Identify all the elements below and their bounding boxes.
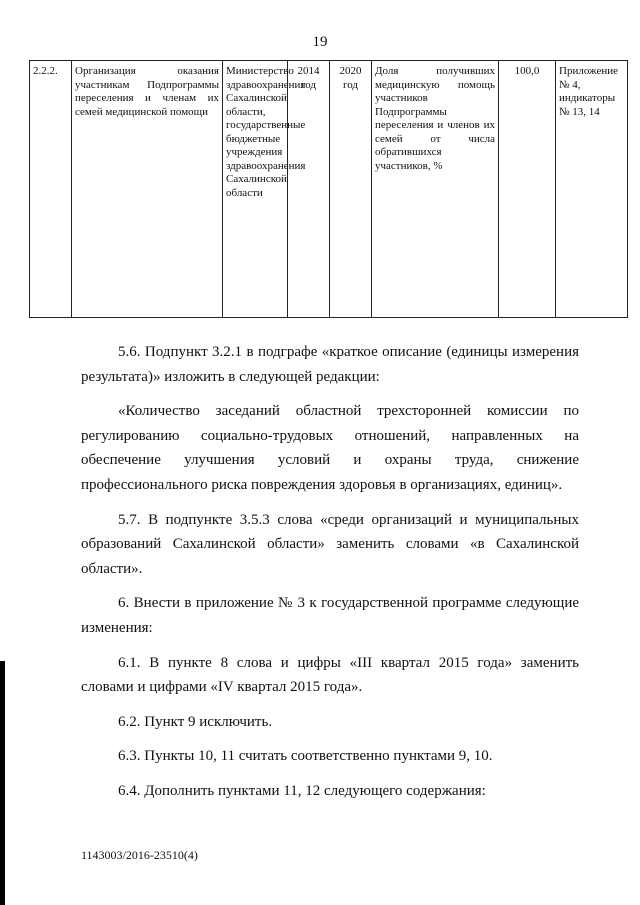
paragraph: 6.1. В пункте 8 слова и цифры «III квартал 2015 года» заменить словами и цифрами «IV квартал 2015 года». bbox=[81, 654, 579, 696]
paragraph: 5.7. В подпункте 3.5.3 слова «среди организаций и муниципальных образований Сахалинской области» заменить словами «в Сахалинской области». bbox=[81, 511, 579, 577]
cell-end-year: 2020 год bbox=[330, 61, 372, 318]
paragraph: 6. Внести в приложение № 3 к государственной программе следующие изменения: bbox=[81, 595, 579, 636]
paragraph: 6.4. Дополнить пунктами 11, 12 следующего содержания: bbox=[118, 782, 486, 799]
cell-value: 100,0 bbox=[499, 61, 556, 318]
paragraph: 5.6. Подпункт 3.2.1 в подграфе «краткое описание (единицы измерения результата)» изложить в следующей редакции: bbox=[81, 344, 579, 385]
program-table bbox=[29, 60, 628, 318]
body-text bbox=[81, 340, 579, 804]
paragraph: 6.2. Пункт 9 исключить. bbox=[118, 713, 273, 730]
table-row bbox=[30, 61, 628, 318]
document-code: 1143003/2016-23510(4) bbox=[81, 848, 198, 862]
paragraph: «Количество заседаний областной трехсторонней комиссии по регулированию социально-трудовых отношений, направленных на обеспечение улучшения условий и охраны труда, снижение профессионального риска повреждения здоровья в организациях, единиц». bbox=[81, 403, 579, 493]
cell-link: Приложение № 4, индикаторы № 13, 14 bbox=[556, 61, 628, 318]
cell-executor: Министерство здравоохранения Сахалинской области, государственные бюджетные учреждения здравоохранения Сахалинской области bbox=[223, 61, 288, 318]
scan-edge-bar bbox=[0, 661, 5, 905]
cell-number: 2.2.2. bbox=[30, 61, 72, 318]
cell-indicator: Доля получивших медицинскую помощь участников Подпрограммы переселения и членов их семей от числа обратившихся участников, % bbox=[372, 61, 499, 318]
paragraph: 6.3. Пункты 10, 11 считать соответственно пунктами 9, 10. bbox=[118, 748, 493, 765]
cell-event-name: Организация оказания участникам Подпрограммы переселения и членам их семей медицинской помощи bbox=[72, 61, 223, 318]
page-number: 19 bbox=[312, 34, 328, 50]
cell-start-year: 2014 год bbox=[288, 61, 330, 318]
